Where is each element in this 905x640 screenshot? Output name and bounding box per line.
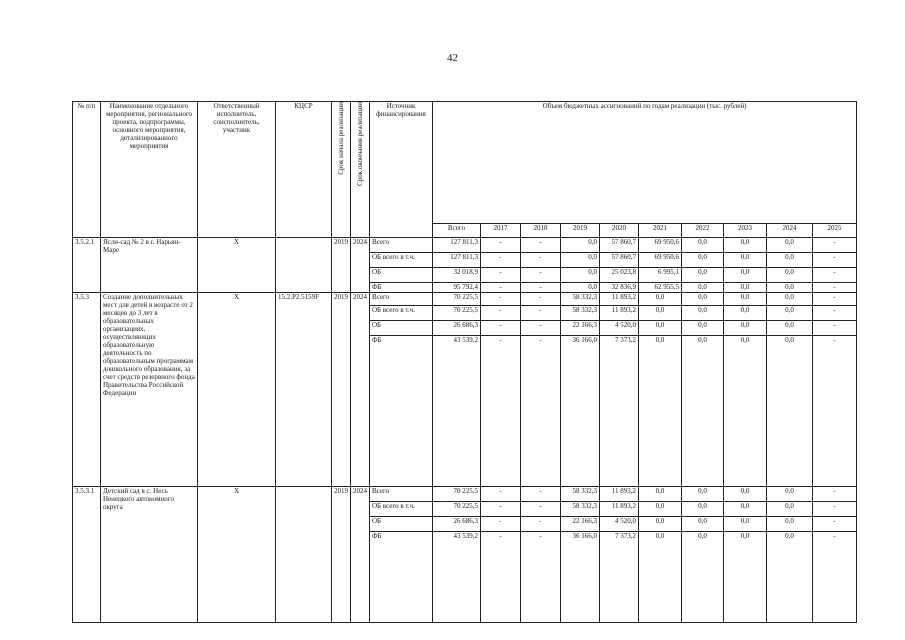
- cell-2024: 0,0: [767, 502, 813, 517]
- header-executor: Ответственный исполнитель, соисполнитель, участник: [198, 102, 276, 238]
- cell-2019: 0,0: [561, 282, 600, 293]
- header-source: Источник финансирования: [370, 102, 433, 238]
- cell-2021: 0,0: [639, 293, 682, 306]
- cell-2024: 0,0: [767, 531, 813, 622]
- cell-2018: -: [521, 267, 561, 282]
- cell-2022: 0,0: [682, 267, 724, 282]
- cell-2024: 0,0: [767, 282, 813, 293]
- cell-2023: 0,0: [724, 487, 767, 502]
- cell-2022: 0,0: [682, 252, 724, 267]
- cell-2022: 0,0: [682, 282, 724, 293]
- cell-2023: 0,0: [724, 320, 767, 335]
- cell-2018: -: [521, 305, 561, 320]
- cell-total: 127 811,3: [433, 238, 481, 253]
- cell-2022: 0,0: [682, 531, 724, 622]
- cell-2025: -: [813, 320, 857, 335]
- cell-2021: 0,0: [639, 516, 682, 531]
- cell-2022: 0,0: [682, 293, 724, 306]
- row-source: ОБ всего в т.ч.: [370, 252, 433, 267]
- cell-2020: 4 520,0: [600, 516, 639, 531]
- header-num: № п/п: [73, 102, 101, 238]
- table-row: [73, 487, 857, 502]
- cell-2021: 6 995,1: [639, 267, 682, 282]
- cell-2020: 11 893,2: [600, 487, 639, 502]
- cell-2024: 0,0: [767, 305, 813, 320]
- cell-2025: -: [813, 487, 857, 502]
- cell-2018: -: [521, 516, 561, 531]
- row-executor: Х: [198, 293, 276, 487]
- cell-2020: 11 893,2: [600, 305, 639, 320]
- cell-2021: 0,0: [639, 502, 682, 517]
- row-executor: Х: [198, 238, 276, 293]
- header-year: 2024: [767, 224, 813, 238]
- cell-2018: -: [521, 335, 561, 487]
- table-row: [73, 238, 857, 253]
- header-kcsr: КЦСР: [276, 102, 332, 238]
- cell-2020: 32 836,9: [600, 282, 639, 293]
- cell-2023: 0,0: [724, 516, 767, 531]
- row-executor: Х: [198, 487, 276, 623]
- cell-2021: 62 955,5: [639, 282, 682, 293]
- row-kcsr: [276, 487, 332, 623]
- cell-2017: -: [481, 238, 521, 253]
- row-source: Всего: [370, 238, 433, 253]
- row-source: ОБ всего в т.ч.: [370, 305, 433, 320]
- row-num: 3.5.2.1: [73, 238, 101, 293]
- cell-2022: 0,0: [682, 335, 724, 487]
- header-year: 2025: [813, 224, 857, 238]
- cell-total: 70 225,5: [433, 293, 481, 306]
- row-end: 2024: [351, 293, 370, 487]
- cell-2018: -: [521, 531, 561, 622]
- cell-2017: -: [481, 305, 521, 320]
- cell-2017: -: [481, 502, 521, 517]
- header-name: Наименование отдельного мероприятия, регионального проекта, подпрограммы, основного мероприятия, детализированного мероприятия: [101, 102, 198, 238]
- cell-2024: 0,0: [767, 487, 813, 502]
- cell-total: 70 225,5: [433, 502, 481, 517]
- cell-2023: 0,0: [724, 267, 767, 282]
- cell-total: 127 811,3: [433, 252, 481, 267]
- header-year: 2021: [639, 224, 682, 238]
- cell-2020: 7 373,2: [600, 531, 639, 622]
- cell-2025: -: [813, 267, 857, 282]
- cell-2019: 58 332,3: [561, 502, 600, 517]
- row-end: 2024: [351, 487, 370, 623]
- cell-2021: 69 950,6: [639, 252, 682, 267]
- cell-2024: 0,0: [767, 320, 813, 335]
- row-name: Создание дополнительных мест для детей в возрасте от 2 месяцев до 3 лет в образовательных организациях, осуществляющих образовательную деятельность по образовательным программам дошкольного образования, за счет средств резервного фонда Правительства Российской Федерации: [101, 293, 198, 487]
- row-source: ОБ: [370, 516, 433, 531]
- cell-2021: 69 950,6: [639, 238, 682, 253]
- cell-2019: 58 332,3: [561, 487, 600, 502]
- cell-2024: 0,0: [767, 267, 813, 282]
- row-source: Всего: [370, 487, 433, 502]
- row-source: ОБ всего в т.ч.: [370, 502, 433, 517]
- header-year: 2023: [724, 224, 767, 238]
- row-source: ФБ: [370, 335, 433, 487]
- row-source: Всего: [370, 293, 433, 306]
- cell-2025: -: [813, 293, 857, 306]
- cell-2019: 58 332,3: [561, 293, 600, 306]
- cell-2018: -: [521, 252, 561, 267]
- header-year: 2019: [561, 224, 600, 238]
- cell-2017: -: [481, 487, 521, 502]
- row-kcsr: [276, 238, 332, 293]
- cell-2019: 0,0: [561, 252, 600, 267]
- row-name: Детский сад в с. Несь Ненецкого автономного округа: [101, 487, 198, 623]
- cell-total: 95 792,4: [433, 282, 481, 293]
- cell-2018: -: [521, 293, 561, 306]
- cell-2019: 0,0: [561, 267, 600, 282]
- budget-table: [72, 101, 857, 623]
- cell-total: 26 686,3: [433, 320, 481, 335]
- cell-2017: -: [481, 282, 521, 293]
- cell-2021: 0,0: [639, 305, 682, 320]
- cell-2018: -: [521, 502, 561, 517]
- row-end: 2024: [351, 238, 370, 293]
- cell-2020: 11 893,2: [600, 502, 639, 517]
- table-row: [73, 293, 857, 306]
- row-source: ОБ: [370, 267, 433, 282]
- header-volume: Объем бюджетных ассигнований по годам реализации (тыс. рублей): [433, 102, 857, 224]
- cell-total: 32 018,9: [433, 267, 481, 282]
- cell-2018: -: [521, 238, 561, 253]
- cell-2018: -: [521, 320, 561, 335]
- cell-2023: 0,0: [724, 335, 767, 487]
- cell-total: 70 225,5: [433, 487, 481, 502]
- cell-2019: 58 332,3: [561, 305, 600, 320]
- cell-2023: 0,0: [724, 252, 767, 267]
- cell-2019: 22 166,3: [561, 320, 600, 335]
- cell-2021: 0,0: [639, 531, 682, 622]
- cell-total: 26 686,3: [433, 516, 481, 531]
- cell-2019: 22 166,3: [561, 516, 600, 531]
- cell-2024: 0,0: [767, 252, 813, 267]
- cell-2024: 0,0: [767, 335, 813, 487]
- cell-2019: 36 166,0: [561, 531, 600, 622]
- cell-2020: 57 860,7: [600, 252, 639, 267]
- cell-total: 43 539,2: [433, 531, 481, 622]
- cell-2022: 0,0: [682, 320, 724, 335]
- page-number: 42: [447, 52, 458, 64]
- cell-2020: 7 373,2: [600, 335, 639, 487]
- cell-2023: 0,0: [724, 305, 767, 320]
- cell-2018: -: [521, 487, 561, 502]
- cell-2021: 0,0: [639, 335, 682, 487]
- row-name: Ясли-сад № 2 в г. Нарьян-Маре: [101, 238, 198, 293]
- row-num: 3.5.3.1: [73, 487, 101, 623]
- cell-2017: -: [481, 267, 521, 282]
- cell-2017: -: [481, 531, 521, 622]
- cell-2025: -: [813, 305, 857, 320]
- header-end: Срок окончания реализации: [351, 102, 370, 238]
- cell-2020: 4 520,0: [600, 320, 639, 335]
- header-year: 2017: [481, 224, 521, 238]
- row-start: 2019: [332, 238, 351, 293]
- row-kcsr: 15.2.Р2.5159F: [276, 293, 332, 487]
- header-year: 2020: [600, 224, 639, 238]
- cell-2018: -: [521, 282, 561, 293]
- cell-2024: 0,0: [767, 516, 813, 531]
- cell-total: 70 225,5: [433, 305, 481, 320]
- cell-2025: -: [813, 238, 857, 253]
- cell-total: 43 539,2: [433, 335, 481, 487]
- cell-2024: 0,0: [767, 238, 813, 253]
- cell-2017: -: [481, 252, 521, 267]
- row-start: 2019: [332, 293, 351, 487]
- cell-2025: -: [813, 252, 857, 267]
- row-source: ФБ: [370, 282, 433, 293]
- cell-2022: 0,0: [682, 487, 724, 502]
- cell-2017: -: [481, 293, 521, 306]
- cell-2022: 0,0: [682, 516, 724, 531]
- cell-2025: -: [813, 282, 857, 293]
- header-start: Срок начала реализации: [332, 102, 351, 238]
- cell-2020: 11 893,2: [600, 293, 639, 306]
- cell-2025: -: [813, 531, 857, 622]
- header-year: 2018: [521, 224, 561, 238]
- cell-2021: 0,0: [639, 320, 682, 335]
- header-total: Всего: [433, 224, 481, 238]
- cell-2017: -: [481, 335, 521, 487]
- cell-2022: 0,0: [682, 502, 724, 517]
- cell-2022: 0,0: [682, 238, 724, 253]
- cell-2025: -: [813, 502, 857, 517]
- cell-2023: 0,0: [724, 282, 767, 293]
- cell-2024: 0,0: [767, 293, 813, 306]
- cell-2023: 0,0: [724, 531, 767, 622]
- cell-2019: 36 166,0: [561, 335, 600, 487]
- cell-2025: -: [813, 335, 857, 487]
- row-source: ОБ: [370, 320, 433, 335]
- cell-2023: 0,0: [724, 502, 767, 517]
- row-start: 2019: [332, 487, 351, 623]
- cell-2023: 0,0: [724, 238, 767, 253]
- cell-2023: 0,0: [724, 293, 767, 306]
- cell-2021: 0,0: [639, 487, 682, 502]
- row-source: ФБ: [370, 531, 433, 622]
- header-year: 2022: [682, 224, 724, 238]
- cell-2017: -: [481, 320, 521, 335]
- cell-2025: -: [813, 516, 857, 531]
- cell-2020: 25 023,8: [600, 267, 639, 282]
- cell-2019: 0,0: [561, 238, 600, 253]
- cell-2020: 57 860,7: [600, 238, 639, 253]
- cell-2017: -: [481, 516, 521, 531]
- row-num: 3.5.3: [73, 293, 101, 487]
- cell-2022: 0,0: [682, 305, 724, 320]
